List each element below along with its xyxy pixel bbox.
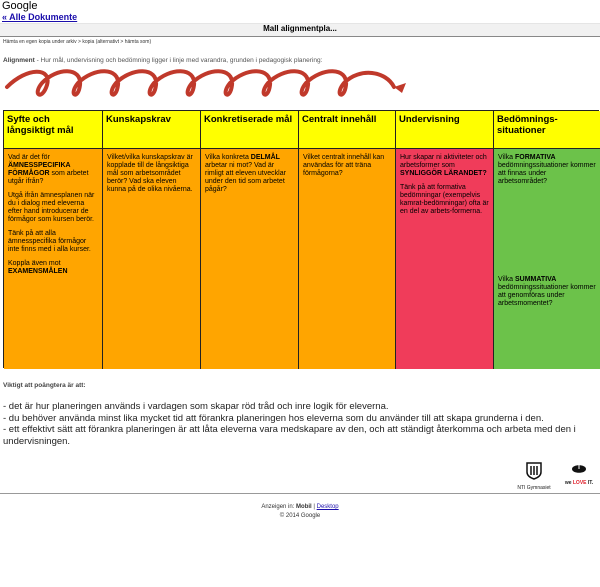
nti-logo: [512, 462, 556, 491]
notes-title: Viktigt att poängtera är att:: [3, 382, 86, 389]
cell-centralt-innehall: Vilket centralt innehåll kan användas för att träna förmågorna?: [299, 149, 396, 369]
copyright: © 2014 Google: [279, 513, 321, 519]
note-item: - du behöver använda minst lika mycket tid att förankra planeringen hos eleverna som du använder till att skapa grunderna i den.: [3, 412, 544, 424]
brand-name: Google: [2, 0, 38, 12]
cell-syfte: Vad är det för ÄMNESSPECIFIKA FÖRMÅGOR som arbetet utgår ifrån? Utgå ifrån ämnesplanen när du i dialog med eleverna efter hand introducerar de förmågor som kursen berör. Tänk på att alla ämnesspecifika förmågor inte finns med i alla kurser. Koppla även mot EXAMENSMÅLEN: [4, 149, 103, 369]
note-item: - det är hur planeringen används i vardagen som skapar röd tråd och inre logik för eleverna.: [3, 401, 389, 412]
view-in-label: Anzeigen in:: [261, 504, 297, 510]
header-bedomningssituationer: Bedömnings-situationer: [494, 111, 600, 149]
nti-shield-icon: [526, 462, 542, 480]
header-konkretiserade-mal: Konkretiserade mål: [201, 111, 299, 149]
desktop-view-link[interactable]: Desktop: [316, 504, 339, 510]
cell-undervisning: Hur skapar ni aktiviteter och arbetsformer som SYNLIGGÖR LÄRANDET? Tänk på att formativa bedömningar (exempelvis kamrat-bedömningar) ofta är en del av arbets-formerna.: [396, 149, 494, 369]
header-syfte: Syfte och långsiktigt mål: [4, 111, 103, 149]
cell-konkretiserade-mal: Vilka konkreta DELMÅL arbetar ni mot? Vad är rimligt att eleven utvecklar under den tid som arbetet pågår?: [201, 149, 299, 369]
header-kunskapskrav: Kunskapskrav: [103, 111, 201, 149]
alignment-table: [3, 110, 599, 368]
nti-logo-label: NTI Gymnasiet: [517, 485, 551, 491]
document-viewer[interactable]: [0, 36, 600, 494]
cell-kunskapskrav: Vilket/vilka kunskapskrav är kopplade till de långsiktiga mål som arbetsområdet berör? Vad ska eleven kunna på de olika nivåerna.: [103, 149, 201, 369]
notes-list: [3, 401, 595, 447]
red-swirl-decoration: [2, 65, 598, 105]
all-documents-link[interactable]: « Alle Dokumente: [2, 12, 78, 22]
we-love-it-logo: [560, 462, 598, 486]
alignment-text: - Hur mål, undervisning och bedömning ligger i linje med varandra, grunden i pedagogisk planering:: [34, 57, 323, 64]
cell-bedomningssituationer: Vilka FORMATIVA bedömningssituationer kommer att finnas under arbetsområdet? Vilka SUMMATIVA bedömningssituationer kommer att genomföras under arbetsmomentet?: [494, 149, 600, 369]
header-centralt-innehall: Centralt innehåll: [299, 111, 396, 149]
note-item: - ett effektivt sätt att förankra planeringen är att låta eleverna vara medskapare av den, och att ständigt återkomma och arbeta med den i undervisningen.: [3, 424, 576, 447]
alignment-intro: [3, 57, 322, 64]
we-love-it-label: we LOVE IT.: [564, 480, 594, 486]
header-undervisning: Undervisning: [396, 111, 494, 149]
breadcrumb: Hämta en egen kopia under arkiv > kopia (alternativt > hämta som): [3, 39, 152, 45]
footer: Anzeigen in: Mobil | Desktop © 2014 Google: [0, 503, 600, 521]
mouse-icon: [570, 463, 588, 475]
mobile-view-current: Mobil: [296, 504, 312, 510]
document-title: Mall alignmentpla...: [263, 24, 337, 33]
alignment-label: Alignment: [3, 57, 35, 64]
